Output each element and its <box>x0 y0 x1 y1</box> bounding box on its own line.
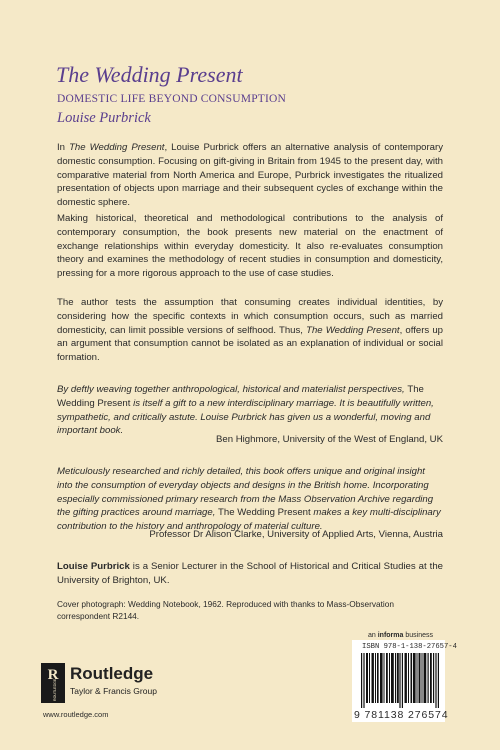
review-quote-2: Meticulously researched and richly detailed, this book offers unique and original insight into the consumption of everyday objects and designs in the British home. Incorporating especially commissioned primary research from the Mass Observation Archive regarding the gifting practices around marriage, The Wedding Present makes a key multi-disciplinary contribution to the history and anthropology of material culture. <box>57 466 441 533</box>
blurb-paragraph-1: In The Wedding Present, Louise Purbrick offers an alternative analysis of contemporary domestic consumption. Focusing on gift-giving in Britain from 1945 to the present day, with comparative material from North America and Europe, Purbrick investigates the ritualized presentation of objects upon marriage and their subsequent cycles of exchange within the domestic sphere. <box>57 142 444 209</box>
review-attribution-2: Professor Dr Alison Clarke, University of Applied Arts, Vienna, Austria <box>149 529 443 540</box>
book-subtitle: DOMESTIC LIFE BEYOND CONSUMPTION <box>57 93 287 105</box>
routledge-logo-icon <box>41 663 65 703</box>
isbn-bottom-text: 9 781138 276574 <box>354 709 449 721</box>
author-bio: Louise Purbrick is a Senior Lecturer in the School of Historical and Critical Studies at the University of Brighton, UK. <box>57 561 443 586</box>
review-attribution-1: Ben Highmore, University of the West of England, UK <box>216 434 443 445</box>
book-author: Louise Purbrick <box>57 110 151 126</box>
informa-tagline: an informa business <box>368 632 433 639</box>
isbn-barcode <box>352 640 457 722</box>
barcode-bars <box>361 653 439 708</box>
blurb-paragraph-2: Making historical, theoretical and methodological contributions to the analysis of contemporary consumption, the book presents new material on the enactment of exchange relationships within everyday domesticity. It also re-evaluates consumption theory and examines the methodology of recent studies in consumption and domesticity, pressing for a more rigorous approach to the use of case studies. <box>57 213 443 280</box>
review-quote-1: By deftly weaving together anthropological, historical and materialist perspectives, The Wedding Present is itself a gift to a new interdisciplinary marriage. It is beautifully written, sympathetic, and critically astute. Louise Purbrick has given us a wonderful, moving and important book. <box>57 384 434 437</box>
book-title: The Wedding Present <box>56 62 243 87</box>
svg-text:R: R <box>47 667 59 683</box>
photo-credit: Cover photograph: Wedding Notebook, 1962. Reproduced with thanks to Mass-Observation correspondent R2144. <box>57 599 394 621</box>
publisher-name: Routledge <box>70 664 154 683</box>
blurb-paragraph-3: The author tests the assumption that consuming creates individual identities, by considering how the specific contexts in which consumption occurs, such as married domesticity, can limit possible versions of selfhood. Thus, The Wedding Present, offers up an argument that consumption cannot be isolated as an explanation of individual or social formation. <box>57 297 443 364</box>
svg-text:ROUTLEDGE: ROUTLEDGE <box>53 678 57 701</box>
publisher-group: Taylor & Francis Group <box>70 686 157 696</box>
publisher-url: www.routledge.com <box>43 710 109 719</box>
isbn-top-text: ISBN 978-1-138-27657-4 <box>362 643 457 651</box>
